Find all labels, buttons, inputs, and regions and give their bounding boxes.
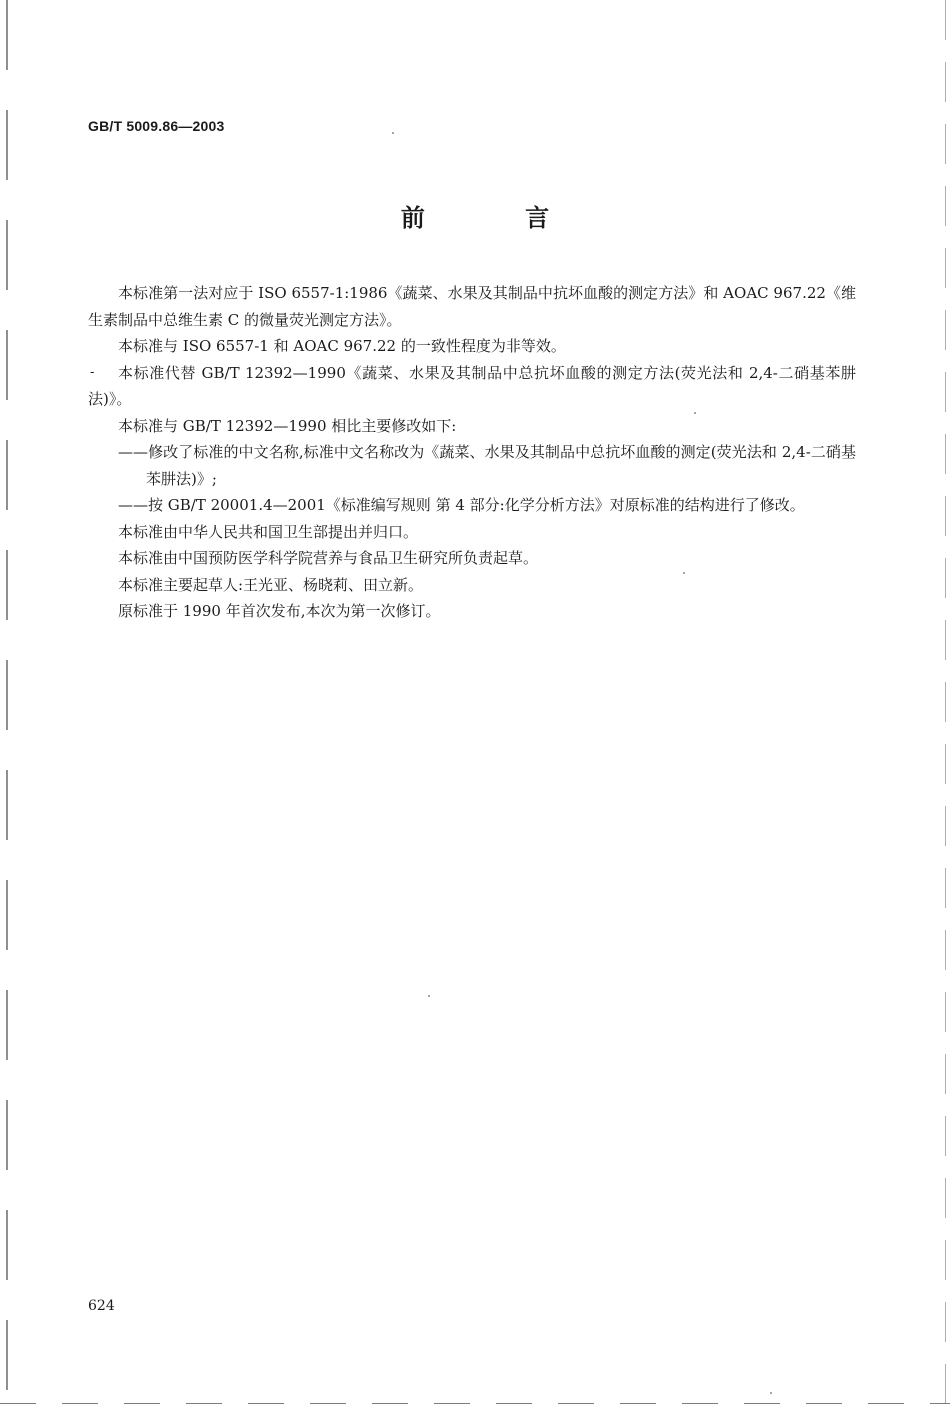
paragraph-replaces: [88, 360, 856, 413]
standard-code: GB/T 5009.86—2003: [88, 118, 225, 134]
scan-speck: [694, 412, 696, 414]
paragraph-drafters: 本标准主要起草人:王光亚、杨晓莉、田立新。: [118, 575, 424, 594]
paragraph-correspondence: 本标准第一法对应于 ISO 6557-1:1986《蔬菜、水果及其制品中抗坏血酸的测定方法》和 AOAC 967.22《维生素制品中总维生素 C 的微量荧光测定方法》。: [88, 284, 856, 329]
page-title: 前 言: [400, 204, 596, 232]
margin-mark: -: [90, 364, 95, 380]
paragraph-changes-intro: 本标准与 GB/T 12392—1990 相比主要修改如下:: [118, 416, 457, 435]
foreword-body: [88, 280, 856, 625]
paragraph-proposed-by: 本标准由中华人民共和国卫生部提出并归口。: [118, 522, 419, 541]
paragraph-consistency: 本标准与 ISO 6557-1 和 AOAC 967.22 的一致性程度为非等效。: [118, 337, 566, 355]
scan-speck: [392, 132, 394, 134]
page-number: 624: [88, 1298, 115, 1314]
scan-speck: [683, 572, 685, 574]
list-item-rename: ——修改了标准的中文名称,标准中文名称改为《蔬菜、水果及其制品中总抗坏血酸的测定(荧光法和 2,4-二硝基苯肼法)》;: [118, 443, 856, 488]
list-item-restructure: ——按 GB/T 20001.4—2001《标准编写规则 第 4 部分:化学分析方法》对原标准的结构进行了修改。: [118, 496, 805, 514]
paragraph-replaces-text: 本标准代替 GB/T 12392—1990《蔬菜、水果及其制品中总抗坏血酸的测定方法(荧光法和 2,4-二硝基苯肼法)》。: [88, 363, 856, 408]
scan-edge-bottom: [0, 1403, 950, 1404]
scan-speck: [428, 995, 430, 997]
paragraph-drafted-by: 本标准由中国预防医学科学院营养与食品卫生研究所负责起草。: [118, 549, 539, 567]
paragraph-history: 原标准于 1990 年首次发布,本次为第一次修订。: [118, 602, 441, 620]
scan-speck: [770, 1392, 772, 1394]
